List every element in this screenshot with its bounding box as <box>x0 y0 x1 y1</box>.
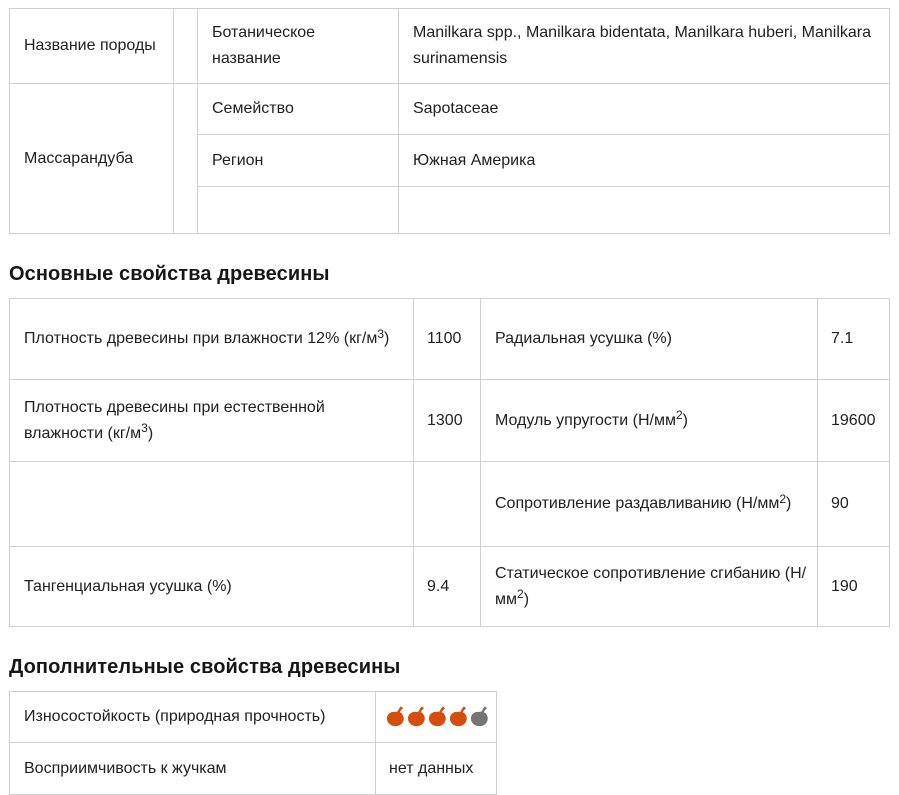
leaf-icon <box>406 706 426 728</box>
leaf-icon <box>427 706 447 728</box>
leaf-rating <box>385 706 490 728</box>
density-12-value: 1100 <box>414 299 481 380</box>
table-row <box>10 547 890 627</box>
density-12-label: Плотность древесины при влажности 12% $(кг/м^3)$ <box>10 299 414 380</box>
elastic-modulus-label: Модуль упругости $(Н/мм^2)$ <box>481 380 818 462</box>
species-name-label: Название породы <box>10 9 174 84</box>
table-row <box>10 84 890 135</box>
bug-susceptibility-value: нет данных <box>376 743 497 795</box>
spacer-cell <box>174 84 198 234</box>
table-row <box>10 380 890 462</box>
elastic-modulus-value: 19600 <box>818 380 890 462</box>
radial-shrinkage-value: 7.1 <box>818 299 890 380</box>
main-properties-table <box>9 298 890 627</box>
table-row <box>10 743 497 795</box>
family-label: Семейство <box>198 84 399 135</box>
species-info-table <box>9 8 890 234</box>
spacer-cell <box>174 9 198 84</box>
static-bending-label: Статическое сопротивление сгибанию $(Н/мм^2)$ <box>481 547 818 627</box>
density-natural-value: 1300 <box>414 380 481 462</box>
region-label: Регион <box>198 135 399 187</box>
crushing-resistance-value: 90 <box>818 462 890 547</box>
wear-resistance-rating <box>376 692 497 743</box>
table-row <box>10 9 890 84</box>
leaf-icon <box>469 706 489 728</box>
table-row <box>10 462 890 547</box>
bug-susceptibility-label: Восприимчивость к жучкам <box>10 743 376 795</box>
main-properties-heading: Основные свойства древесины <box>9 263 330 285</box>
additional-properties-table <box>9 691 497 795</box>
crushing-resistance-label: Сопротивление раздавливанию $(Н/мм^2)$ <box>481 462 818 547</box>
botanical-name-label: Ботаническое название <box>198 9 399 84</box>
table-row <box>10 299 890 380</box>
region-value: Южная Америка <box>399 135 890 187</box>
table-row <box>10 692 497 743</box>
species-name-value: Массарандуба <box>10 84 174 234</box>
wear-resistance-label: Износостойкость (природная прочность) <box>10 692 376 743</box>
leaf-icon <box>385 706 405 728</box>
tangential-shrinkage-label: Тангенциальная усушка (%) <box>10 547 414 627</box>
empty-value-cell <box>399 187 890 234</box>
additional-properties-heading: Дополнительные свойства древесины <box>9 656 401 678</box>
botanical-name-value: Manilkara spp., Manilkara bidentata, Manilkara huberi, Manilkara surinamensis <box>399 9 890 84</box>
leaf-icon <box>448 706 468 728</box>
empty-value-cell <box>414 462 481 547</box>
tangential-shrinkage-value: 9.4 <box>414 547 481 627</box>
empty-label-cell <box>198 187 399 234</box>
density-natural-label: Плотность древесины при естественной влажности $(кг/м^3)$ <box>10 380 414 462</box>
family-value: Sapotaceae <box>399 84 890 135</box>
static-bending-value: 190 <box>818 547 890 627</box>
radial-shrinkage-label: Радиальная усушка (%) <box>481 299 818 380</box>
empty-label-cell <box>10 462 414 547</box>
